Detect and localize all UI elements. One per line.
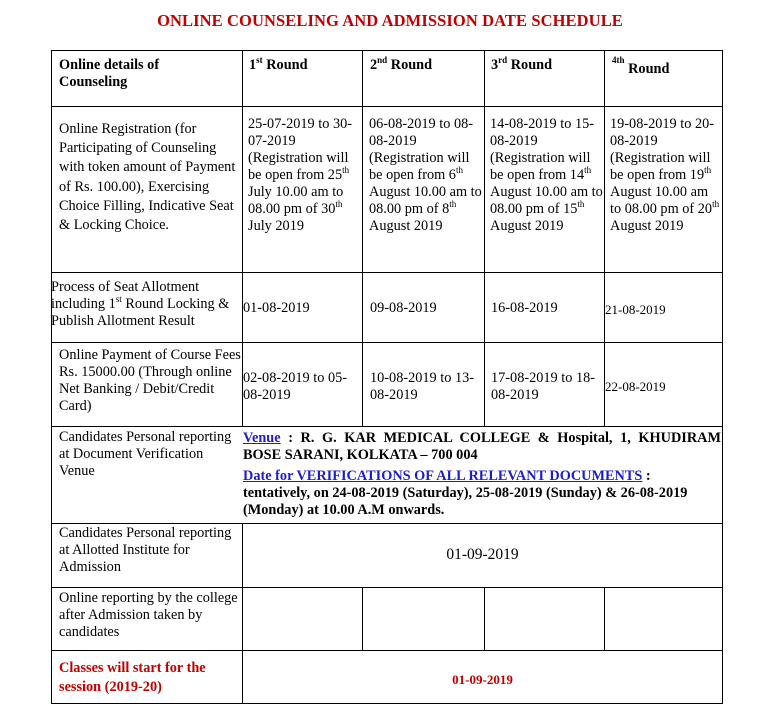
reporting-label: Candidates Personal reporting at Allotted Institute for Admission	[59, 525, 232, 575]
verification-date: Date for VERIFICATIONS OF ALL RELEVANT DOCUMENTS : tentatively, on 24-08-2019 (Saturday), 25-08-2019 (Sunday) & 26-08-2019 (Monday) at 10.00 A.M onwards.	[243, 468, 688, 518]
payment-label: Online Payment of Course Fees Rs. 15000.00 (Through online Net Banking / Debit/Credit Card)	[59, 347, 241, 414]
header-round-4: $^{4th}$ Round	[612, 55, 670, 77]
header-details: Online details of Counseling	[59, 57, 160, 90]
reporting-date: 01-09-2019	[446, 546, 519, 563]
online-reporting-label: Online reporting by the college after Admission taken by candidates	[59, 590, 238, 640]
allotment-round-4: 21-08-2019	[605, 302, 666, 317]
page-title: ONLINE COUNSELING AND ADMISSION DATE SCHEDULE	[157, 11, 623, 30]
header-round-3: 3rd Round	[491, 55, 553, 73]
allotment-round-3: 16-08-2019	[491, 300, 558, 316]
venue-link[interactable]: Venue	[243, 430, 281, 446]
allotment-label: Process of Seat Allotment including 1st Round Locking & Publish Allotment Result	[51, 279, 230, 329]
registration-round-2: 06-08-2019 to 08-08-2019 (Registration will be open from 6th August 10.00 am to 08.00 pm of 8th August 2019	[369, 116, 482, 234]
allotment-round-1: 01-08-2019	[243, 300, 310, 316]
header-round-2: 2nd Round	[370, 55, 433, 73]
payment-round-2: 10-08-2019 to 13-08-2019	[370, 370, 475, 403]
registration-label: Online Registration (for Participating of Counseling with token amount of Payment of Rs. 100.00), Exercising Choice Filling, Indicative Seat & Locking Choice.	[59, 121, 236, 234]
verification-venue: Venue : R. G. KAR MEDICAL COLLEGE & Hospital, 1, KHUDIRAM BOSE SARANI, KOLKATA – 700 004	[243, 430, 721, 463]
verification-label: Candidates Personal reporting at Document Verification Venue	[59, 429, 232, 479]
registration-round-4: 19-08-2019 to 20-08-2019 (Registration will be open from 19th August 10.00 am to 08.00 pm of 20th August 2019	[610, 116, 720, 234]
payment-round-1: 02-08-2019 to 05-08-2019	[243, 370, 348, 403]
verification-date-link[interactable]: Date for VERIFICATIONS OF ALL RELEVANT DOCUMENTS	[243, 468, 643, 484]
allotment-round-2: 09-08-2019	[370, 300, 437, 316]
registration-round-3: 14-08-2019 to 15-08-2019 (Registration will be open from 14th August 10.00 am to 08.00 pm of 15th August 2019	[490, 116, 603, 234]
classes-label: Classes will start for the session (2019-20)	[59, 660, 206, 695]
payment-round-3: 17-08-2019 to 18-08-2019	[491, 370, 596, 403]
header-round-1: 1st Round	[249, 55, 308, 73]
payment-round-4: 22-08-2019	[605, 379, 666, 394]
classes-date: 01-09-2019	[452, 672, 513, 687]
registration-round-1: 25-07-2019 to 30-07-2019 (Registration will be open from 25th July 10.00 am to 08.00 pm of 30th July 2019	[248, 116, 353, 234]
